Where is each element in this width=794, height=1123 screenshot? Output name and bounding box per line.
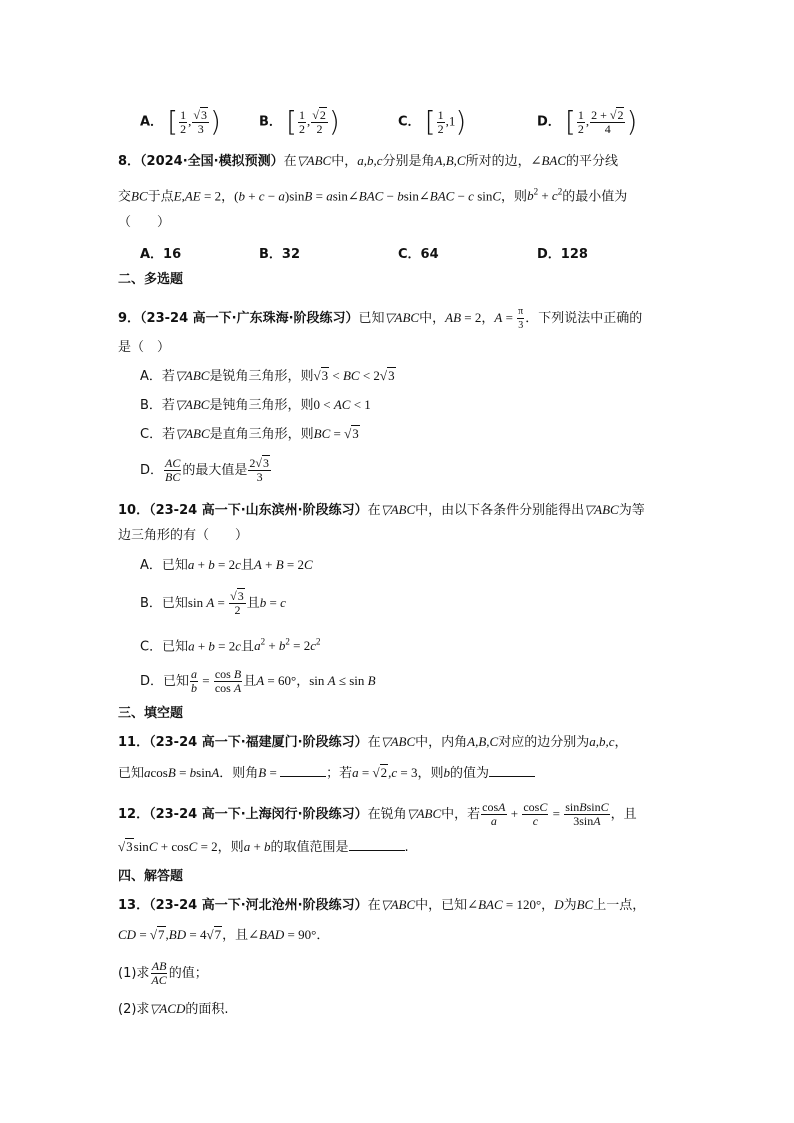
section-answer-title: 四、解答题 — [118, 869, 184, 884]
q10-option-b: B．已知sin A = $\frac{√3}{2}$ 且b = c — [140, 589, 286, 617]
q10-option-a: A．已知a + b = 2c且A + B = 2C — [140, 557, 313, 573]
q7-option-b: B． [ $\frac{1}{2}$ , $\frac{√2}{2}$ ) — [259, 105, 340, 138]
q12-line2: √3sinC + cosC = 2，则a + b的取值范围是 . — [118, 839, 409, 855]
q12-line1: 12．（23-24 高一下·上海闵行·阶段练习）在锐角▽ABC中，若 $\frac{\cos A}{a}$ + $\frac{\cos C}{c}$ = $\frac{\text{sinBsinC}}{3\sin A}$ ，且 — [118, 800, 637, 828]
section-fill-blank-title: 三、填空题 — [118, 706, 184, 721]
q10-option-c: C．已知a + b = 2c且$a^2 + b^2 = 2c^2$ — [140, 637, 321, 655]
q9-option-a: A．若▽ABC是锐角三角形，则√3 < BC < 2√3 — [140, 368, 395, 384]
q11-blank-1[interactable] — [280, 764, 326, 777]
q8-option-a: A．16 — [140, 247, 182, 262]
q8-option-c: C．64 — [398, 247, 439, 262]
q13-part1: (1)求 $\frac{AB}{AC}$ 的值； — [118, 959, 208, 987]
q8-paren: （ ） — [118, 215, 171, 230]
q7-option-a: A． [ $\frac{1}{2}$ , $\frac{√3}{3}$ ) — [140, 105, 221, 138]
q10-option-d: D．已知 $\frac{a}{b}$ = $\frac{\text{cos B}}{\text{cos A}}$ 且A = 60°，sin A ≤ sin B — [140, 667, 376, 695]
q8-option-d: D．128 — [537, 247, 588, 262]
section-multi-choice-title: 二、多选题 — [118, 272, 184, 287]
q9-option-c: C．若▽ABC是直角三角形，则BC = √3 — [140, 426, 359, 442]
q13-part2: (2)求▽ACD的面积. — [118, 1001, 229, 1017]
q13-line2: CD = √7,BD = 4√7，且∠BAD = 90°． — [118, 927, 330, 943]
q11-line1: 11．（23-24 高一下·福建厦门·阶段练习）在▽ABC中，内角A,B,C对应的边分别为a,b,c， — [118, 734, 628, 750]
q12-blank[interactable] — [349, 838, 405, 851]
q9-option-b: B．若▽ABC是钝角三角形，则0 < AC < 1 — [140, 397, 371, 413]
q10-line1: 10．（23-24 高一下·山东滨州·阶段练习）在▽ABC中，由以下各条件分别能得出▽ABC为等 — [118, 502, 645, 518]
q8-option-b: B．32 — [259, 247, 300, 262]
q8-line2: 交BC于点E,AE = 2，(b + c − a)sinB = asin∠BAC − bsin∠BAC − c sinC，则$b^2 + c^2$的最小值为 — [118, 187, 628, 205]
q9-option-d: D． $\frac{AC}{BC}$ 的最大值是 $\frac{2√3}{3}$ — [140, 456, 269, 484]
q11-blank-2[interactable] — [489, 764, 535, 777]
q7-option-d: D． [ $\frac{1}{2}$ , $\frac{2 + √2}{4}$ ) — [537, 105, 638, 138]
q9-line2: 是（ ） — [118, 340, 171, 355]
q10-line2: 边三角形的有（ ） — [118, 528, 249, 543]
q13-line1: 13．（23-24 高一下·河北沧州·阶段练习）在▽ABC中，已知∠BAC = 120°，D为BC上一点， — [118, 897, 646, 913]
q7-option-c: C． [ $\frac{1}{2}$ ,1) — [398, 105, 467, 138]
q11-line2: 已知acosB = bsinA．则角B = ；若a = √2,c = 3，则b的值为 — [118, 764, 535, 783]
q8-line1: 8．（2024·全国·模拟预测）在▽ABC中，a,b,c分别是角A,B,C所对的边，∠BAC的平分线 — [118, 153, 619, 169]
q9-line1: 9．（23-24 高一下·广东珠海·阶段练习）已知▽ABC中，AB = 2，A = $\frac{\pi}{3}$ ．下列说法中正确的 — [118, 306, 643, 331]
